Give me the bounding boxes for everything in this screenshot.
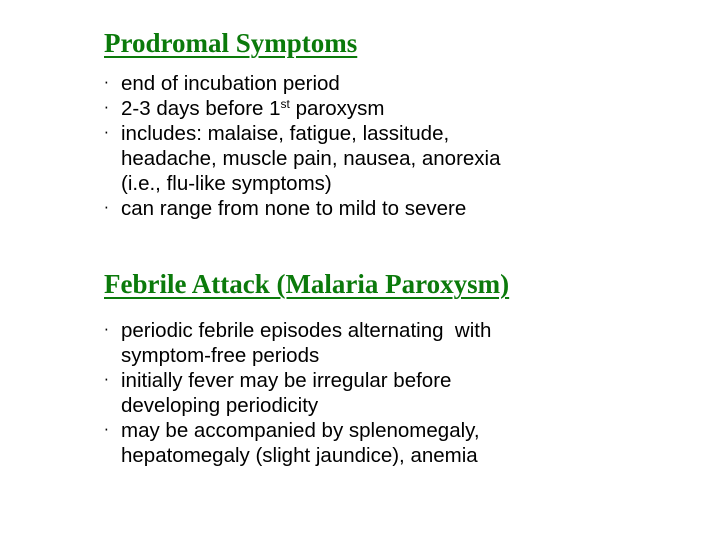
list-item-text-continued: headache, muscle pain, nausea, anorexia <box>121 147 501 170</box>
list-item-text-continued: developing periodicity <box>121 394 319 417</box>
list-item <box>104 96 694 121</box>
list-item-text-continued: hepatomegaly (slight jaundice), anemia <box>121 444 478 467</box>
list-item <box>104 318 694 368</box>
bullet-icon: · <box>104 421 109 439</box>
bullet-icon: · <box>104 124 109 142</box>
bullet-icon: · <box>104 199 109 217</box>
febrile-attack-section <box>104 268 694 468</box>
bullet-icon: · <box>104 74 109 92</box>
section-heading-prodromal: Prodromal Symptoms <box>104 28 358 58</box>
bullet-icon: · <box>104 321 109 339</box>
bullet-list-prodromal <box>104 71 694 221</box>
prodromal-section <box>104 27 694 221</box>
list-item-text: can range from none to mild to severe <box>121 197 467 220</box>
list-item <box>104 71 694 96</box>
list-item-text: initially fever may be irregular before <box>121 369 452 392</box>
list-item <box>104 368 694 418</box>
list-item-text-post: paroxysm <box>289 97 385 120</box>
section-heading-febrile-attack: Febrile Attack (Malaria Paroxysm) <box>104 269 510 299</box>
list-item <box>104 121 694 196</box>
ordinal-superscript: st <box>280 97 290 111</box>
list-item-text-continued: (i.e., flu-like symptoms) <box>121 172 332 195</box>
list-item-text: includes: malaise, fatigue, lassitude, <box>121 122 450 145</box>
bullet-icon: · <box>104 371 109 389</box>
bullet-list-febrile-attack <box>104 318 694 468</box>
list-item-text <box>121 96 694 121</box>
list-item <box>104 196 694 221</box>
list-item-text: periodic febrile episodes alternating with <box>121 319 492 342</box>
bullet-icon: · <box>104 99 109 117</box>
list-item-text: may be accompanied by splenomegaly, <box>121 419 480 442</box>
list-item-text-continued: symptom-free periods <box>121 344 320 367</box>
list-item <box>104 418 694 468</box>
list-item-text: end of incubation period <box>121 72 340 95</box>
list-item-text-pre: 2-3 days before 1 <box>121 97 281 120</box>
